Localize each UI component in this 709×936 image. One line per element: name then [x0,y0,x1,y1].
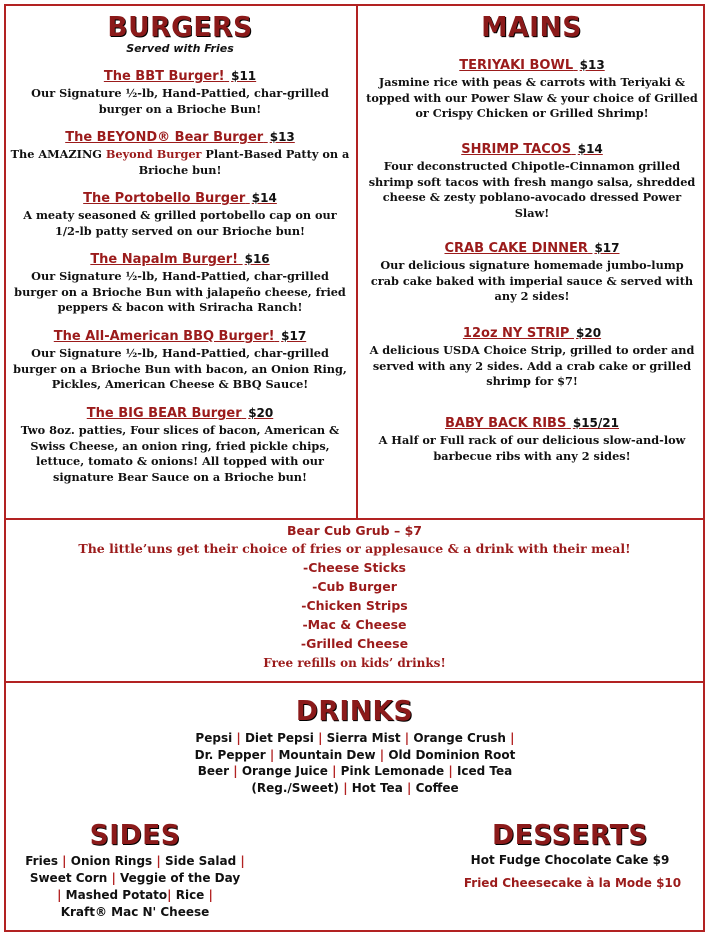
item-price: $17 [281,329,307,343]
kids-title: Bear Cub Grub – $7 [287,523,422,538]
item-name: The BIG BEAR Burger [86,406,242,421]
main-item-shrimp-tacos [366,141,698,221]
item-name: The BBT Burger! [103,69,225,84]
section-divider-kids [4,518,705,520]
side-item: Fries [25,854,58,868]
item-price: $15/21 [572,416,619,430]
drink-item: Dr. Pepper [194,747,266,762]
sides-heading: SIDES [89,818,181,851]
main-item-crab-cake [366,240,698,305]
item-price: $14 [251,191,277,205]
item-name: CRAB CAKE DINNER [444,241,588,256]
item-description: Four deconstructed Chipotle-Cinnamon grilled shrimp soft tacos with fresh mango salsa, shredded cheese & zesty poblano-avocado dressed Power Slaw! [368,159,696,220]
item-price: $14 [577,142,603,156]
desserts-heading: DESSERTS [492,818,648,851]
main-item-teriyaki [366,57,698,122]
main-item-ribs [366,415,698,464]
beyond-burger-highlight: Beyond Burger [105,147,202,161]
item-name: BABY BACK RIBS [444,416,567,431]
item-price: $20 [248,406,274,420]
kids-item: -Grilled Cheese [300,636,409,651]
mains-heading: MAINS [481,10,582,43]
drink-item: Pink Lemonade [340,764,445,778]
item-name: 12oz NY STRIP [462,326,570,341]
section-divider-drinks [4,681,705,683]
side-item: Veggie of the Day [120,871,241,885]
side-item: Kraft® Mac N' Cheese [60,905,210,919]
drinks-heading: DRINKS [295,694,414,727]
item-name: The BEYOND® Bear Burger [65,130,264,145]
drink-item: Iced Tea (Reg./Sweet) [251,764,513,795]
side-item: Mashed Potato [65,888,168,902]
item-description: Our delicious signature homemade jumbo-lump crab cake baked with imperial sauce & served with any 2 sides! [370,258,694,303]
kids-footer: Free refills on kids’ drinks! [263,656,446,670]
burger-item-bbt [10,68,350,117]
burger-item-big-bear [10,405,350,485]
kids-note: The little’uns get their choice of fries or applesauce & a drink with their meal! [78,541,631,556]
burgers-subheading: Served with Fries [126,42,234,55]
item-description: Our Signature ½-lb, Hand-Pattied, char-grilled burger on a Brioche Bun with jalapeño cheese, fried peppers & bacon with Sriracha Ranch! [14,269,346,314]
kids-item: -Chicken Strips [301,598,408,613]
item-description: A delicious USDA Choice Strip, grilled to order and served with any 2 sides. Add a crab cake or grilled shrimp for $7! [369,343,695,388]
kids-item: -Cheese Sticks [303,560,406,575]
item-description: Jasmine rice with peas & carrots with Teriyaki & topped with our Power Slaw & your choice of Grilled or Crispy Chicken or Grilled Shrimp! [366,75,698,120]
item-name: TERIYAKI BOWL [459,58,574,73]
item-name: The Portobello Burger [83,191,246,206]
burger-item-napalm [10,251,350,316]
item-price: $10 [656,876,682,890]
kids-section [4,522,705,673]
drink-item: Orange Juice [241,764,328,778]
item-description: A Half or Full rack of our delicious slow-and-low barbecue ribs with any 2 sides! [378,433,686,463]
kids-item: -Cub Burger [312,579,397,594]
main-item-ny-strip [366,325,698,390]
drink-item: Hot Tea [351,780,403,795]
item-description: The AMAZING [10,147,106,161]
item-price: $16 [244,252,270,266]
item-name: Hot Fudge Chocolate Cake [470,853,649,867]
sides-list: Fries | Onion Rings | Side Salad | Sweet Corn | Veggie of the Day | Mashed Potato| Rice | Kraft® Mac N' Cheese [25,854,245,919]
burger-item-portobello [14,190,346,239]
item-price: $9 [652,853,670,867]
item-description: Our Signature ½-lb, Hand-Pattied, char-grilled burger on a Brioche Bun! [31,86,329,116]
item-description: A meaty seasoned & grilled portobello cap on our 1/2-lb patty served on our Brioche bun! [23,208,337,238]
item-name: The Napalm Burger! [90,252,239,267]
side-item: Onion Rings [70,854,153,868]
item-description: Our Signature ½-lb, Hand-Pattied, char-grilled burger on a Brioche Bun with bacon, an Onion Ring, Pickles, American Cheese & BBQ Sauce! [13,346,347,391]
item-description: Two 8oz. patties, Four slices of bacon, American & Swiss Cheese, an onion ring, fried pickle chips, lettuce, tomato & onions! All topped with our signature Bear Sauce on a Brioche bun! [20,423,340,484]
burger-item-beyond [8,129,352,178]
item-price: $17 [594,241,620,255]
drink-item: Old Dominion Root Beer [197,747,516,778]
item-price: $13 [269,130,295,144]
burger-item-all-american [10,328,350,393]
item-name: Fried Cheesecake à la Mode [463,876,652,890]
side-item: Rice [175,888,205,902]
drink-item: Mountain Dew [278,747,376,762]
drink-item: Sierra Mist [326,731,401,745]
item-price: $11 [231,69,257,83]
dessert-item-chocolate-cake [440,853,700,867]
item-name: The All-American BBQ Burger! [53,329,275,344]
column-divider [356,4,358,518]
side-item: Side Salad [164,854,237,868]
item-price: $20 [576,326,602,340]
item-price: $13 [579,58,605,72]
drink-item: Coffee [415,780,459,795]
drinks-list: Pepsi | Diet Pepsi | Sierra Mist | Orange Crush | Dr. Pepper | Mountain Dew | Old Dominion Root Beer | Orange Juice | Pink Lemonade | Iced Tea (Reg./Sweet) | Hot Tea | Coffee [194,731,516,795]
kids-item: -Mac & Cheese [302,617,407,632]
item-description-rest: Plant-Based Patty on a Brioche bun! [138,147,350,177]
dessert-item-cheesecake [440,876,705,890]
drink-item: Diet Pepsi [244,731,314,745]
burgers-heading: BURGERS [107,10,253,43]
item-name: SHRIMP TACOS [461,142,572,157]
drink-item: Orange Crush [413,731,506,745]
side-item: Sweet Corn [29,871,108,885]
drink-item: Pepsi [195,731,233,745]
